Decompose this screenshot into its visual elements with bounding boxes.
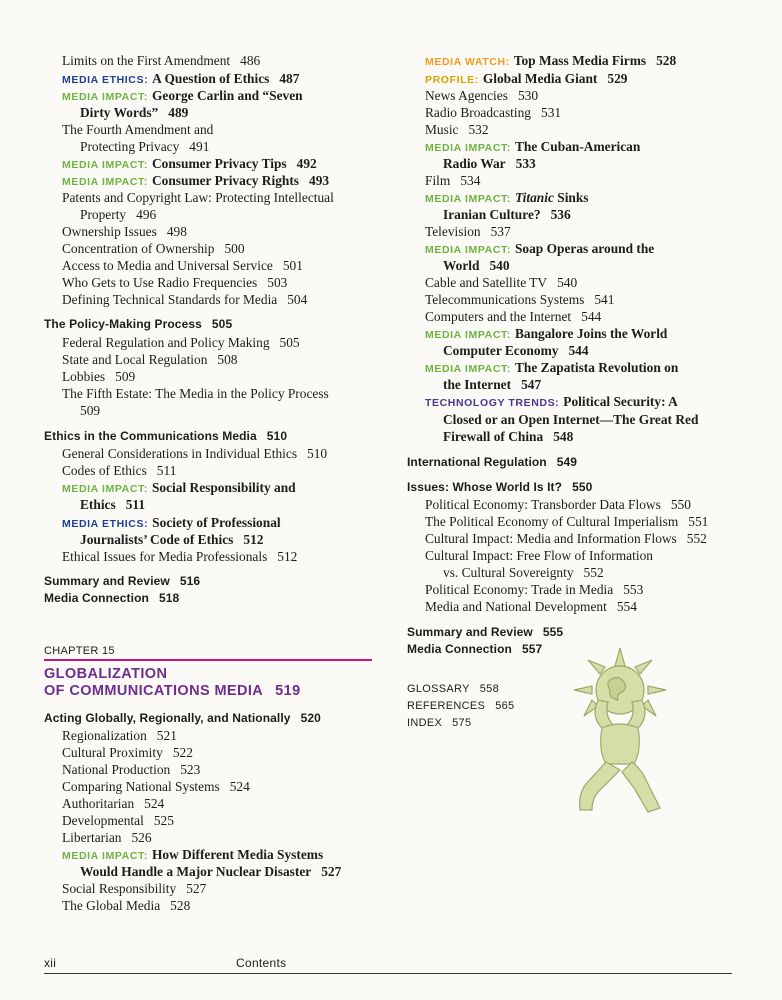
- entry-title: Film: [425, 173, 451, 188]
- entry-page-number: 525: [153, 813, 174, 828]
- footer-running-head: Contents: [236, 956, 287, 970]
- entry-title: The Zapatista Revolution on: [514, 360, 679, 375]
- entry-title: International Regulation: [407, 455, 547, 469]
- entry-page-number: 510: [307, 446, 328, 461]
- toc-left-entry: [62, 351, 238, 368]
- entry-page-number: 551: [688, 514, 709, 529]
- feature-label: MEDIA IMPACT:: [425, 244, 511, 256]
- entry-page-number: 512: [277, 549, 298, 564]
- entry-title: Political Economy: Trade in Media: [425, 582, 614, 597]
- entry-page-number: 554: [616, 599, 637, 614]
- entry-title: Radio War: [443, 156, 506, 171]
- feature-label: MEDIA IMPACT:: [62, 159, 148, 171]
- toc-left-entry: [62, 548, 297, 565]
- entry-title: Closed or an Open Internet—The Great Red: [443, 412, 699, 427]
- entry-title: A Question of Ethics: [152, 71, 270, 86]
- atlas-globe-illustration: [556, 648, 684, 818]
- toc-right-entry: [407, 479, 592, 496]
- entry-page-number: 489: [168, 105, 189, 120]
- entry-title: Cable and Satellite TV: [425, 275, 548, 290]
- entry-title: Political Security: A: [563, 394, 678, 409]
- entry-title: Social Responsibility and: [151, 480, 296, 495]
- entry-title: General Considerations in Individual Ethics: [62, 446, 298, 461]
- entry-page-number: 565: [495, 700, 515, 712]
- entry-page-number: 524: [144, 796, 165, 811]
- toc-left-entry: [80, 402, 100, 419]
- entry-page-number: 500: [224, 241, 245, 256]
- entry-title: Authoritarian: [62, 796, 135, 811]
- toc-left-entry: [80, 104, 188, 121]
- entry-title: Computers and the Internet: [425, 309, 572, 324]
- toc-right-entry: [443, 411, 698, 428]
- entry-title: Ethics in the Communications Media: [44, 429, 257, 443]
- entry-title: Codes of Ethics: [62, 463, 147, 478]
- entry-page-number: 520: [300, 711, 321, 725]
- toc-chapter-entry: [62, 880, 206, 897]
- entry-title: Consumer Privacy Tips: [151, 156, 287, 171]
- toc-right-entry: [407, 641, 542, 658]
- toc-right-entry: [443, 376, 541, 393]
- entry-page-number: 528: [656, 53, 677, 68]
- entry-title: Soap Operas around the: [514, 241, 655, 256]
- entry-title: The Political Economy of Cultural Imperialism: [425, 514, 679, 529]
- entry-page-number: 536: [550, 207, 571, 222]
- toc-left-entry: [80, 138, 209, 155]
- entry-title: Ethics: [80, 497, 116, 512]
- entry-page-number: 518: [158, 591, 180, 605]
- entry-title: Regionalization: [62, 728, 147, 743]
- chapter-label: CHAPTER 15: [44, 645, 115, 657]
- entry-title: Would Handle a Major Nuclear Disaster: [80, 864, 312, 879]
- chapter-page: 519: [275, 683, 301, 699]
- entry-page-number: 552: [583, 565, 604, 580]
- entry-title: 509: [80, 403, 101, 418]
- entry-page-number: 505: [211, 317, 233, 331]
- entry-page-number: 544: [568, 343, 589, 358]
- entry-page-number: 491: [189, 139, 210, 154]
- entry-title: the Internet: [443, 377, 512, 392]
- chapter-title-line2: OF COMMUNICATIONS MEDIA: [44, 683, 264, 699]
- feature-label: MEDIA WATCH:: [425, 56, 510, 68]
- entry-title: Summary and Review: [44, 574, 170, 588]
- toc-right-entry: [407, 715, 471, 732]
- entry-page-number: 523: [180, 762, 201, 777]
- toc-right-entry: [407, 681, 499, 698]
- toc-right-entry: [425, 496, 691, 513]
- entry-page-number: 557: [521, 642, 543, 656]
- entry-page-number: 526: [131, 830, 152, 845]
- toc-left-entry: [80, 496, 145, 513]
- entry-title: George Carlin and “Seven: [151, 88, 303, 103]
- entry-title: Limits on the First Amendment: [62, 53, 231, 68]
- entry-page-number: 504: [287, 292, 308, 307]
- entry-italic-title: Titanic: [514, 190, 558, 205]
- feature-label: MEDIA IMPACT:: [425, 363, 511, 375]
- toc-right-entry: [425, 87, 538, 104]
- entry-page-number: 498: [166, 224, 187, 239]
- entry-title: Comparing National Systems: [62, 779, 220, 794]
- toc-right-entry: [443, 428, 573, 445]
- toc-right-entry: [425, 223, 511, 240]
- toc-right-entry: [425, 393, 678, 412]
- toc-left-entry: [44, 590, 179, 607]
- entry-page-number: 493: [309, 173, 330, 188]
- toc-chapter-entry: [62, 829, 152, 846]
- entry-page-number: 553: [623, 582, 644, 597]
- entry-page-number: 511: [156, 463, 177, 478]
- toc-left-entry: [62, 52, 260, 69]
- entry-page-number: 529: [607, 71, 628, 86]
- entry-page-number: 547: [521, 377, 542, 392]
- feature-label: MEDIA IMPACT:: [425, 193, 511, 205]
- toc-right-entry: [425, 308, 601, 325]
- entry-title: Sinks: [557, 190, 589, 205]
- entry-page-number: 530: [517, 88, 539, 103]
- entry-page-number: 487: [279, 71, 300, 86]
- toc-right-entry: [443, 564, 604, 581]
- entry-title: Global Media Giant: [482, 71, 598, 86]
- entry-page-number: 509: [115, 369, 136, 384]
- toc-left-entry: [62, 257, 303, 274]
- entry-title: Protecting Privacy: [80, 139, 180, 154]
- entry-title: Consumer Privacy Rights: [151, 173, 300, 188]
- entry-title: The Global Media: [62, 898, 161, 913]
- entry-title: Journalists’ Code of Ethics: [80, 532, 234, 547]
- toc-left-entry: [62, 121, 213, 138]
- entry-title: Who Gets to Use Radio Frequencies: [62, 275, 258, 290]
- entry-page-number: 511: [125, 497, 146, 512]
- entry-title: Property: [80, 207, 127, 222]
- toc-left-entry: [80, 531, 263, 548]
- entry-page-number: 540: [557, 275, 578, 290]
- toc-right-entry: [407, 698, 514, 715]
- entry-page-number: 524: [229, 779, 250, 794]
- entry-title: Media Connection: [44, 591, 149, 605]
- toc-right-entry: [443, 155, 536, 172]
- entry-page-number: 510: [266, 429, 288, 443]
- toc-right-entry: [425, 513, 708, 530]
- toc-chapter-entry: [44, 710, 321, 727]
- entry-title: INDEX: [407, 717, 443, 729]
- entry-title: Media and National Development: [425, 599, 607, 614]
- entry-title: The Policy-Making Process: [44, 317, 202, 331]
- entry-title: News Agencies: [425, 88, 508, 103]
- feature-label: MEDIA IMPACT:: [62, 176, 148, 188]
- entry-title: Television: [425, 224, 481, 239]
- entry-title: Issues: Whose World Is It?: [407, 480, 563, 494]
- entry-title: Dirty Words”: [80, 105, 159, 120]
- toc-right-entry: [425, 547, 653, 564]
- toc-chapter-entry: [62, 727, 177, 744]
- toc-right-entry: [425, 274, 577, 291]
- entry-title: Access to Media and Universal Service: [62, 258, 273, 273]
- toc-right-entry: [425, 291, 614, 308]
- entry-title: World: [443, 258, 480, 273]
- entry-title: Political Economy: Transborder Data Flows: [425, 497, 661, 512]
- entry-page-number: 555: [542, 625, 564, 639]
- entry-page-number: 508: [217, 352, 238, 367]
- entry-title: Libertarian: [62, 830, 122, 845]
- entry-page-number: 503: [267, 275, 288, 290]
- entry-page-number: 527: [321, 864, 342, 879]
- toc-chapter-entry: [80, 863, 341, 880]
- entry-page-number: 505: [279, 335, 300, 350]
- entry-title: REFERENCES: [407, 700, 486, 712]
- toc-chapter-entry: [62, 761, 200, 778]
- entry-title: Music: [425, 122, 459, 137]
- chapter-title-line1: GLOBALIZATION: [44, 666, 168, 682]
- entry-page-number: 521: [156, 728, 177, 743]
- entry-title: Top Mass Media Firms: [513, 53, 647, 68]
- feature-label: MEDIA ETHICS:: [62, 74, 149, 86]
- entry-page-number: 548: [553, 429, 574, 444]
- entry-page-number: 550: [670, 497, 691, 512]
- entry-page-number: 531: [541, 105, 562, 120]
- entry-title: Patents and Copyright Law: Protecting Intellectual: [62, 190, 334, 205]
- toc-right-entry: [425, 530, 707, 547]
- entry-page-number: 516: [179, 574, 201, 588]
- chapter-title-line2-wrap: [44, 683, 301, 700]
- toc-left-entry: [62, 462, 176, 479]
- toc-right-entry: [407, 624, 563, 641]
- entry-title: Firewall of China: [443, 429, 544, 444]
- chapter-rule: [44, 659, 372, 661]
- entry-page-number: 532: [468, 122, 489, 137]
- entry-title: The Fourth Amendment and: [62, 122, 214, 137]
- feature-label: TECHNOLOGY TRENDS:: [425, 397, 560, 409]
- entry-title: Lobbies: [62, 369, 106, 384]
- entry-title: National Production: [62, 762, 171, 777]
- entry-page-number: 534: [460, 173, 481, 188]
- entry-title: The Fifth Estate: The Media in the Policy Process: [62, 386, 329, 401]
- footer-rule: [44, 973, 732, 974]
- entry-title: Summary and Review: [407, 625, 533, 639]
- entry-title: Cultural Impact: Media and Information Flows: [425, 531, 677, 546]
- entry-title: Radio Broadcasting: [425, 105, 531, 120]
- entry-title: How Different Media Systems: [151, 847, 324, 862]
- entry-title: Defining Technical Standards for Media: [62, 292, 278, 307]
- entry-page-number: 550: [572, 480, 593, 494]
- entry-title: GLOSSARY: [407, 683, 470, 695]
- entry-page-number: 492: [296, 156, 317, 171]
- entry-title: Developmental: [62, 813, 144, 828]
- toc-left-entry: [62, 334, 300, 351]
- entry-page-number: 527: [186, 881, 207, 896]
- toc-chapter-entry: [62, 778, 250, 795]
- entry-title: Cultural Proximity: [62, 745, 163, 760]
- entry-title: vs. Cultural Sovereignty: [443, 565, 574, 580]
- toc-left-entry: [62, 223, 187, 240]
- toc-right-entry: [443, 206, 571, 223]
- entry-title: Ethical Issues for Media Professionals: [62, 549, 268, 564]
- feature-label: PROFILE:: [425, 74, 479, 86]
- entry-title: Federal Regulation and Policy Making: [62, 335, 270, 350]
- entry-page-number: 496: [136, 207, 157, 222]
- entry-title: Telecommunications Systems: [425, 292, 585, 307]
- toc-left-entry: [80, 206, 156, 223]
- entry-title: Social Responsibility: [62, 881, 177, 896]
- toc-chapter-entry: [62, 795, 164, 812]
- toc-left-entry: [62, 445, 327, 462]
- entry-page-number: 512: [243, 532, 264, 547]
- toc-chapter-entry: [62, 744, 193, 761]
- feature-label: MEDIA IMPACT:: [425, 329, 511, 341]
- toc-chapter-entry: [62, 812, 174, 829]
- toc-left-entry: [62, 385, 329, 402]
- feature-label: MEDIA ETHICS:: [62, 518, 149, 530]
- toc-right-entry: [425, 104, 561, 121]
- toc-left-entry: [62, 189, 334, 206]
- entry-page-number: 544: [581, 309, 602, 324]
- toc-right-entry: [425, 121, 489, 138]
- entry-page-number: 549: [556, 455, 578, 469]
- entry-page-number: 552: [686, 531, 707, 546]
- toc-right-entry: [407, 454, 577, 471]
- toc-left-entry: [62, 240, 245, 257]
- feature-label: MEDIA IMPACT:: [425, 142, 511, 154]
- entry-title: Acting Globally, Regionally, and Nationally: [44, 711, 291, 725]
- entry-title: Society of Professional: [152, 515, 281, 530]
- entry-page-number: 541: [594, 292, 615, 307]
- entry-page-number: 528: [170, 898, 191, 913]
- entry-page-number: 575: [452, 717, 472, 729]
- entry-title: Ownership Issues: [62, 224, 157, 239]
- feature-label: MEDIA IMPACT:: [62, 483, 148, 495]
- toc-right-entry: [443, 342, 589, 359]
- toc-left-entry: [44, 573, 200, 590]
- entry-title: Cultural Impact: Free Flow of Information: [425, 548, 653, 563]
- entry-title: The Cuban-American: [514, 139, 641, 154]
- toc-left-entry: [62, 291, 307, 308]
- toc-chapter-entry: [62, 897, 190, 914]
- toc-left-entry: [62, 274, 287, 291]
- entry-page-number: 540: [489, 258, 510, 273]
- chapter-title: [44, 666, 301, 700]
- toc-right-entry: [425, 52, 676, 71]
- entry-title: Iranian Culture?: [443, 207, 541, 222]
- footer-page-number: xii: [44, 956, 57, 970]
- feature-label: MEDIA IMPACT:: [62, 91, 148, 103]
- entry-page-number: 537: [490, 224, 511, 239]
- toc-left-entry: [44, 428, 287, 445]
- toc-right-entry: [425, 598, 637, 615]
- entry-page-number: 501: [282, 258, 303, 273]
- entry-page-number: 486: [240, 53, 261, 68]
- entry-page-number: 558: [479, 683, 499, 695]
- feature-label: MEDIA IMPACT:: [62, 850, 148, 862]
- entry-title: State and Local Regulation: [62, 352, 208, 367]
- toc-right-entry: [425, 581, 643, 598]
- entry-page-number: 522: [172, 745, 193, 760]
- toc-right-entry: [443, 257, 510, 274]
- toc-right-entry: [425, 172, 480, 189]
- entry-page-number: 533: [515, 156, 536, 171]
- toc-left-entry: [62, 368, 135, 385]
- entry-title: Bangalore Joins the World: [514, 326, 668, 341]
- toc-left-entry: [44, 316, 232, 333]
- entry-title: Media Connection: [407, 642, 512, 656]
- entry-title: Computer Economy: [443, 343, 559, 358]
- entry-title: Concentration of Ownership: [62, 241, 215, 256]
